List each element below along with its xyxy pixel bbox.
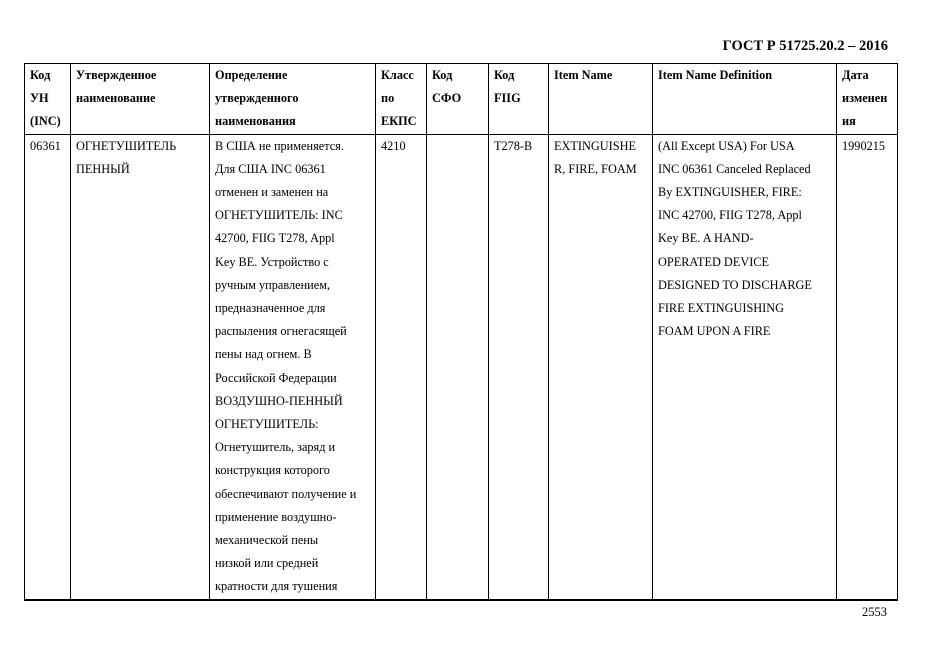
cell-change-date: 1990215	[837, 134, 898, 600]
col-header-name-definition: Определение утвержденного наименования	[210, 64, 376, 135]
cell-ekps-class: 4210	[376, 134, 427, 600]
cell-item-name-definition: (All Except USA) For USA INC 06361 Canceled Replaced By EXTINGUISHER, FIRE: INC 42700, FIIG T278, Appl Key BE. A HAND- OPERATED DEVICE DESIGNED TO DISCHARGE FIRE EXTINGUISHING FOAM UPON A FIRE	[653, 134, 837, 600]
col-header-change-date: Дата изменен ия	[837, 64, 898, 135]
table-row	[25, 134, 898, 600]
col-header-ekps-class: Класс по ЕКПС	[376, 64, 427, 135]
cell-inc-code: 06361	[25, 134, 71, 600]
cell-name-definition: В США не применяется. Для США INC 06361 отменен и заменен на ОГНЕТУШИТЕЛЬ: INC 42700, FIIG T278, Appl Key BE. Устройство с ручным управлением, предназначенное для распыления огнегасящей пены над огнем. В Российской Федерации ВОЗДУШНО-ПЕННЫЙ ОГНЕТУШИТЕЛЬ: Огнетушитель, заряд и конструкция которого обеспечивают получение и применение воздушно- механической пены низкой или средней кратности для тушения	[210, 134, 376, 600]
cell-fiig-code: T278-B	[489, 134, 549, 600]
document-title: ГОСТ Р 51725.20.2 – 2016	[722, 38, 888, 54]
col-header-item-name: Item Name	[549, 64, 653, 135]
table-header-row	[25, 64, 898, 135]
page-number: 2553	[862, 605, 887, 619]
col-header-approved-name: Утвержденное наименование	[71, 64, 210, 135]
col-header-item-name-definition: Item Name Definition	[653, 64, 837, 135]
col-header-fiig-code: Код FIIG	[489, 64, 549, 135]
cell-approved-name: ОГНЕТУШИТЕЛЬ ПЕННЫЙ	[71, 134, 210, 600]
col-header-inc-code: Код УН (INC)	[25, 64, 71, 135]
nomenclature-table	[24, 63, 898, 601]
col-header-sfo-code: Код СФО	[427, 64, 489, 135]
cell-sfo-code	[427, 134, 489, 600]
cell-item-name: EXTINGUISHE R, FIRE, FOAM	[549, 134, 653, 600]
